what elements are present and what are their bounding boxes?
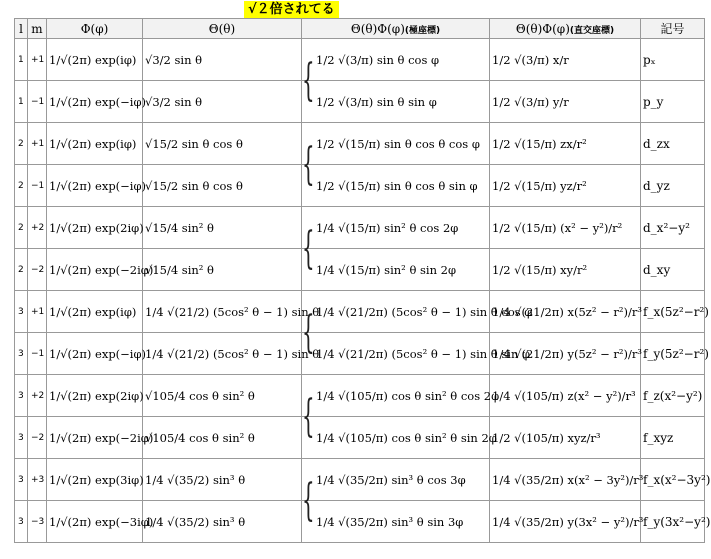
- cell-symbol: p_y: [641, 81, 705, 123]
- cell-theta: √15/2 sin θ cos θ: [143, 165, 302, 207]
- cell-m: −1: [28, 333, 47, 375]
- cell-phi: 1/√(2π) exp(−iφ): [47, 81, 143, 123]
- cell-theta: 1/4 √(35/2) sin³ θ: [143, 459, 302, 501]
- cell-symbol: d_x²−y²: [641, 207, 705, 249]
- header-row: [15, 19, 705, 39]
- cell-cartesian: 1/4 √(35/2π) x(x² − 3y²)/r³: [490, 459, 641, 501]
- table-row: [15, 81, 705, 123]
- cell-phi: 1/√(2π) exp(−iφ): [47, 165, 143, 207]
- brace-icon: {: [302, 223, 315, 274]
- cell-m: +1: [28, 39, 47, 81]
- header-cartesian: Θ(θ)Φ(φ)(直交座標): [490, 19, 641, 39]
- table-row: [15, 417, 705, 459]
- table-row: [15, 123, 705, 165]
- cell-polar: 1/2 √(15/π) sin θ cos θ sin φ: [302, 165, 490, 207]
- header-m: m: [28, 19, 47, 39]
- cell-theta: √15/4 sin² θ: [143, 249, 302, 291]
- cell-l: 2: [15, 123, 28, 165]
- polar-text: 1/2 √(15/π) sin θ cos θ cos φ: [316, 136, 480, 151]
- cell-symbol: f_xyz: [641, 417, 705, 459]
- table-row: [15, 333, 705, 375]
- table-row: [15, 501, 705, 543]
- cell-m: −1: [28, 81, 47, 123]
- cell-phi: 1/√(2π) exp(iφ): [47, 291, 143, 333]
- table-row: [15, 165, 705, 207]
- cell-polar: 1/2 √(3/π) sin θ sin φ: [302, 81, 490, 123]
- cell-polar: 1/4 √(15/π) sin² θ sin 2φ: [302, 249, 490, 291]
- cell-cartesian: 1/4 √(35/2π) y(3x² − y²)/r³: [490, 501, 641, 543]
- cell-theta: √105/4 cos θ sin² θ: [143, 417, 302, 459]
- cell-symbol: d_xy: [641, 249, 705, 291]
- cell-m: −2: [28, 249, 47, 291]
- cell-phi: 1/√(2π) exp(2iφ): [47, 375, 143, 417]
- polar-text: 1/4 √(15/π) sin² θ cos 2φ: [316, 220, 459, 235]
- cell-cartesian: 1/4 √(21/2π) y(5z² − r²)/r³: [490, 333, 641, 375]
- cell-l: 3: [15, 291, 28, 333]
- cell-m: +1: [28, 123, 47, 165]
- cell-theta: 1/4 √(35/2) sin³ θ: [143, 501, 302, 543]
- cell-m: −3: [28, 501, 47, 543]
- cell-phi: 1/√(2π) exp(iφ): [47, 39, 143, 81]
- cell-polar: 1/4 √(21/2π) (5cos² θ − 1) sin θ sin φ: [302, 333, 490, 375]
- cell-symbol: pₓ: [641, 39, 705, 81]
- cell-m: −1: [28, 165, 47, 207]
- cell-cartesian: 1/2 √(15/π) (x² − y²)/r²: [490, 207, 641, 249]
- cell-m: +2: [28, 375, 47, 417]
- cell-l: 1: [15, 39, 28, 81]
- cell-theta: √3/2 sin θ: [143, 39, 302, 81]
- table-row: [15, 459, 705, 501]
- table-row: [15, 291, 705, 333]
- polar-text: 1/4 √(35/2π) sin³ θ cos 3φ: [316, 472, 466, 487]
- cell-symbol: f_x(x²−3y²): [641, 459, 705, 501]
- cell-polar: 1/4 √(35/2π) sin³ θ sin 3φ: [302, 501, 490, 543]
- cell-phi: 1/√(2π) exp(−2iφ): [47, 417, 143, 459]
- cell-cartesian: 1/2 √(15/π) zx/r²: [490, 123, 641, 165]
- cell-cartesian: 1/2 √(3/π) x/r: [490, 39, 641, 81]
- table-row: [15, 249, 705, 291]
- cell-l: 3: [15, 375, 28, 417]
- polar-text: 1/4 √(105/π) cos θ sin² θ cos 2φ: [316, 388, 500, 403]
- cell-l: 3: [15, 459, 28, 501]
- table-row: [15, 39, 705, 81]
- cell-cartesian: 1/2 √(15/π) xy/r²: [490, 249, 641, 291]
- cell-symbol: d_yz: [641, 165, 705, 207]
- cell-phi: 1/√(2π) exp(−3iφ): [47, 501, 143, 543]
- annotation-callout: √２倍されてる: [244, 1, 339, 19]
- table-row: [15, 207, 705, 249]
- polar-text: 1/2 √(3/π) sin θ cos φ: [316, 52, 440, 67]
- cell-phi: 1/√(2π) exp(2iφ): [47, 207, 143, 249]
- cell-theta: √105/4 cos θ sin² θ: [143, 375, 302, 417]
- header-phi: Φ(φ): [47, 19, 143, 39]
- brace-icon: {: [302, 139, 315, 190]
- cell-cartesian: 1/2 √(15/π) yz/r²: [490, 165, 641, 207]
- cell-symbol: d_zx: [641, 123, 705, 165]
- cell-theta: 1/4 √(21/2) (5cos² θ − 1) sin θ: [143, 333, 302, 375]
- cell-cartesian: 1/2 √(3/π) y/r: [490, 81, 641, 123]
- cell-m: +2: [28, 207, 47, 249]
- cell-l: 2: [15, 249, 28, 291]
- cell-symbol: f_z(x²−y²): [641, 375, 705, 417]
- cell-theta: √15/4 sin² θ: [143, 207, 302, 249]
- cell-phi: 1/√(2π) exp(−iφ): [47, 333, 143, 375]
- cell-cartesian: 1/4 √(21/2π) x(5z² − r²)/r³: [490, 291, 641, 333]
- cell-cartesian: 1/2 √(105/π) xyz/r³: [490, 417, 641, 459]
- cell-cartesian: 1/4 √(105/π) z(x² − y²)/r³: [490, 375, 641, 417]
- brace-icon: {: [302, 391, 315, 442]
- cell-l: 3: [15, 417, 28, 459]
- cell-symbol: f_y(5z²−r²): [641, 333, 705, 375]
- cell-symbol: f_x(5z²−r²): [641, 291, 705, 333]
- header-polar: Θ(θ)Φ(φ)(極座標): [302, 19, 490, 39]
- polar-text: 1/4 √(21/2π) (5cos² θ − 1) sin θ cos φ: [316, 304, 533, 319]
- cell-l: 2: [15, 207, 28, 249]
- table-row: [15, 375, 705, 417]
- cell-phi: 1/√(2π) exp(3iφ): [47, 459, 143, 501]
- header-symbol: 記号: [641, 19, 705, 39]
- header-l: l: [15, 19, 28, 39]
- cell-l: 2: [15, 165, 28, 207]
- cell-theta: √3/2 sin θ: [143, 81, 302, 123]
- cell-l: 1: [15, 81, 28, 123]
- cell-l: 3: [15, 501, 28, 543]
- cell-phi: 1/√(2π) exp(iφ): [47, 123, 143, 165]
- cell-m: −2: [28, 417, 47, 459]
- cell-m: +1: [28, 291, 47, 333]
- spherical-harmonics-table: [14, 18, 711, 543]
- cell-polar: 1/4 √(105/π) cos θ sin² θ sin 2φ: [302, 417, 490, 459]
- cell-symbol: f_y(3x²−y²): [641, 501, 705, 543]
- brace-icon: {: [302, 475, 315, 526]
- brace-icon: {: [302, 55, 315, 106]
- cell-phi: 1/√(2π) exp(−2iφ): [47, 249, 143, 291]
- cell-l: 3: [15, 333, 28, 375]
- brace-icon: {: [302, 307, 315, 358]
- cell-theta: √15/2 sin θ cos θ: [143, 123, 302, 165]
- header-theta: Θ(θ): [143, 19, 302, 39]
- cell-theta: 1/4 √(21/2) (5cos² θ − 1) sin θ: [143, 291, 302, 333]
- cell-m: +3: [28, 459, 47, 501]
